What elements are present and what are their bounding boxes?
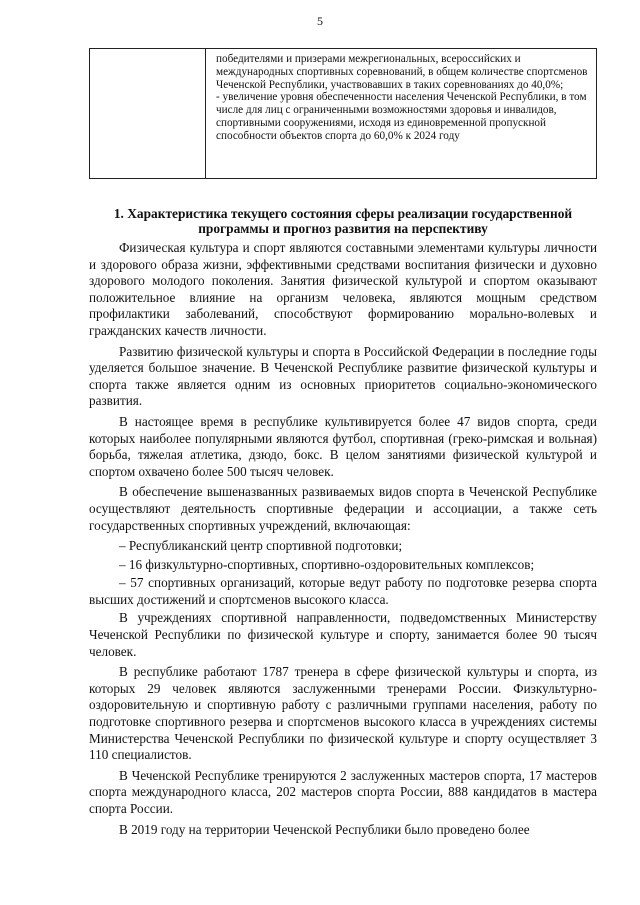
paragraph: В настоящее время в республике культивируется более 47 видов спорта, среди которых наиболее популярными являются футбол, спортивная (греко-римская и вольная) борьба, тяжелая атлетика, дзюдо, бокс. В целом занятиями физической культурой и спортом охвачено более 500 тысяч человек. — [89, 413, 597, 479]
paragraph: В учреждениях спортивной направленности, подведомственных Министерству Чеченской Республики по физической культуре и спорту, занимается более 90 тысяч человек. — [89, 610, 597, 659]
table-left-cell — [90, 49, 206, 178]
paragraph: В 2019 году на территории Чеченской Республики было проведено более — [119, 821, 530, 837]
table-cell-paragraph: - увеличение уровня обеспеченности населения Чеченской Республики, в том числе для лиц с ограниченными возможностями здоровья и инвалидов, спортивными сооружениями, исходя из единовременной пропускной способности объектов спорта до 60,0% к 2024 году — [216, 91, 587, 142]
paragraph: В республике работают 1787 тренера в сфере физической культуры и спорта, из которых 29 человек являются заслуженными тренерами России. Физкультурно-оздоровительную и спортивную работу с различными группами населения, работу по подготовке спортивного резерва и спортсменов высокого класса в учреждениях системы Министерства Чеченской Республики по физической культуре и спорту осуществляет 3 110 специалистов. — [89, 664, 597, 763]
paragraph: В Чеченской Республике тренируются 2 заслуженных мастеров спорта, 17 мастеров спорта международного класса, 202 мастеров спорта России, 888 кандидатов в мастера спорта России. — [89, 767, 597, 816]
table-right-cell — [206, 49, 596, 178]
section-heading: 1. Характеристика текущего состояния сферы реализации государственной программы и прогноз развития на перспективу — [113, 206, 573, 236]
paragraph: Физическая культура и спорт являются составными элементами культуры личности и здорового образа жизни, эффективными средствами воспитания физически и духовно здорового молодого поколения. Занятия физической культурой и спортом оказывают положительное влияние на организм человека, являются мощным средством профилактики заболеваний, способствуют формированию морально-волевых и гражданских качеств личности. — [89, 240, 597, 338]
paragraph: В обеспечение вышеназванных развиваемых видов спорта в Чеченской Республике осуществляют деятельность спортивные федерации и ассоциации, а также сеть государственных спортивных учреждений, включающая: — [89, 484, 597, 533]
table-cell-paragraph: победителями и призерами межрегиональных, всероссийских и международных спортивных соревнований, в общем количестве спортсменов Чеченской Республики, участвовавших в таких соревнованиях до 40,0%; — [216, 53, 588, 91]
list-item: – 57 спортивных организаций, которые ведут работу по подготовке резерва спорта высших достижений и спортсменов высокого класса. — [89, 575, 597, 607]
page-number: 5 — [317, 14, 323, 28]
indicators-table — [89, 48, 597, 179]
paragraph: Развитию физической культуры и спорта в Российской Федерации в последние годы уделяется большое значение. В Чеченской Республике развитие физической культуры и спорта также является одним из основных приоритетов социально-экономического развития. — [89, 343, 597, 409]
body-text — [89, 240, 597, 842]
list-item: – 16 физкультурно-спортивных, спортивно-оздоровительных комплексов; — [119, 556, 535, 572]
list-item: – Республиканский центр спортивной подготовки; — [119, 538, 403, 554]
